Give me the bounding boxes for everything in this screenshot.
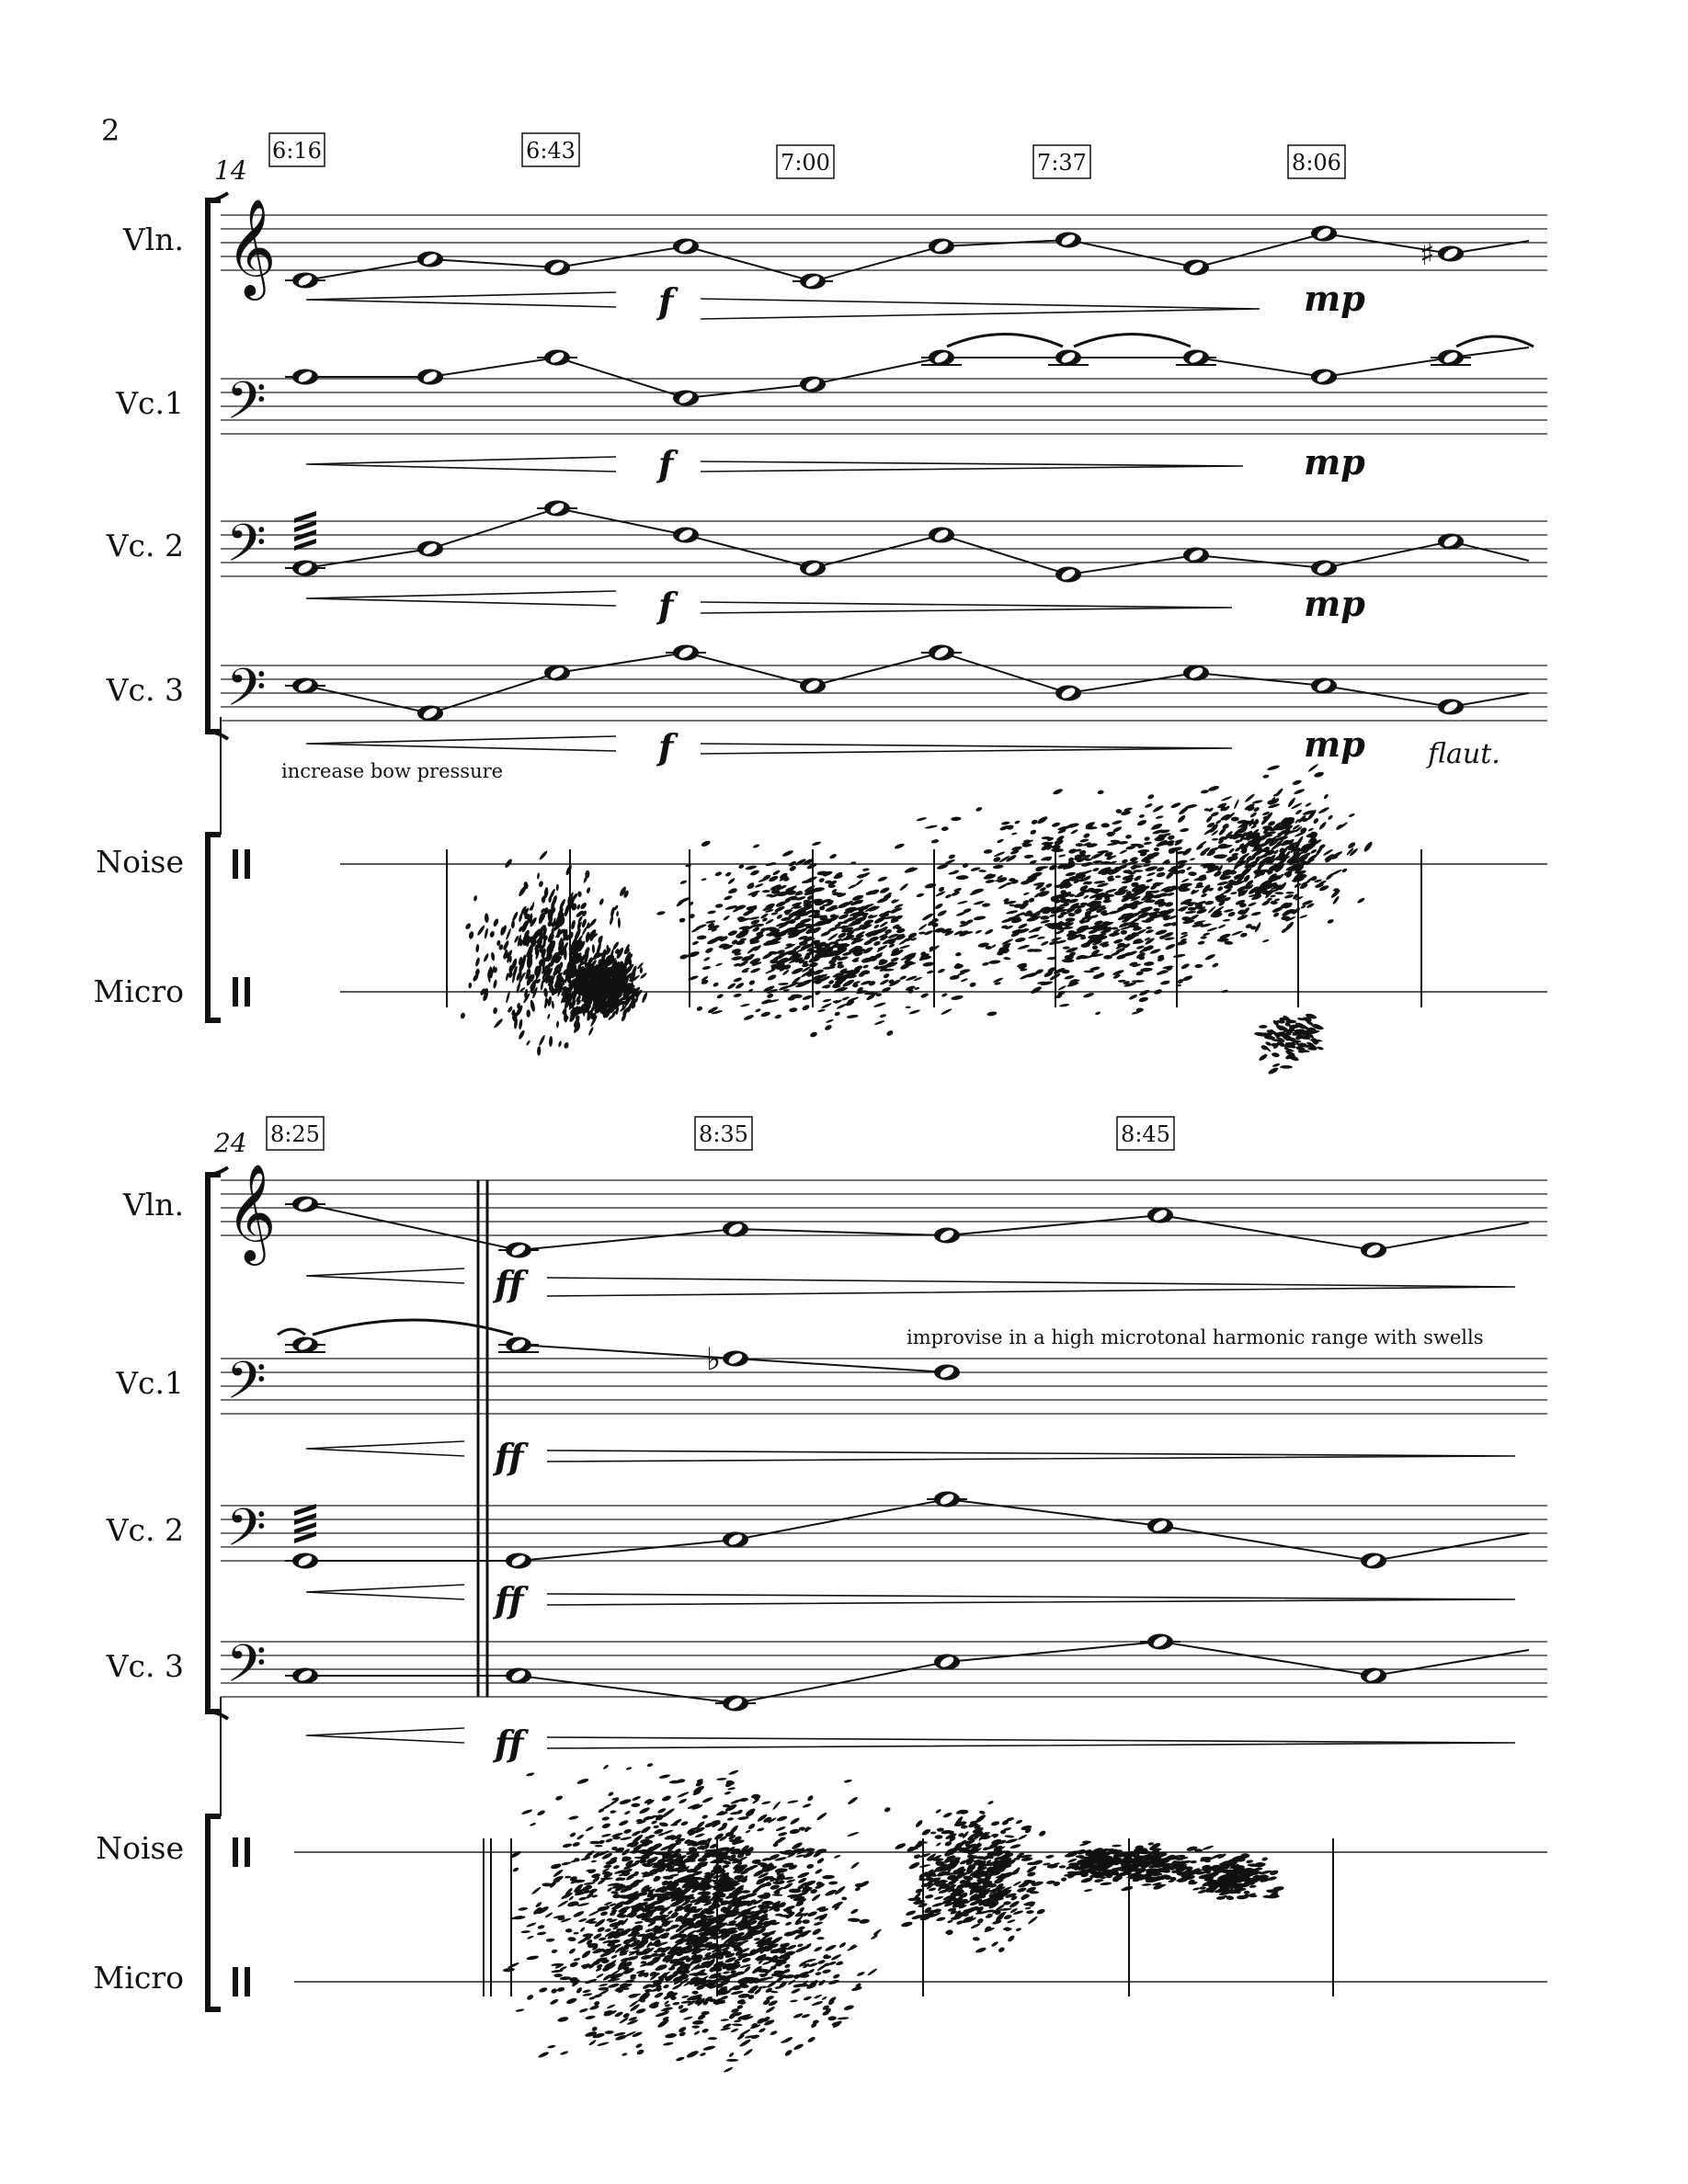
timestamp-box <box>695 1117 752 1150</box>
instrument-label: Vc. 3 <box>106 672 184 708</box>
instrument-label: Vc. 3 <box>106 1648 184 1684</box>
staff-cello-1 <box>221 1359 1547 1414</box>
staff-violin <box>221 1180 1547 1235</box>
timestamp-box <box>522 133 579 166</box>
timestamp-box <box>777 145 834 178</box>
staff-cello-2 <box>221 1506 1547 1561</box>
performance-instruction: increase bow pressure <box>281 760 504 782</box>
page-number: 2 <box>101 113 120 148</box>
pitch-contour <box>305 653 1529 713</box>
percussion-clef-icon <box>233 1837 250 1867</box>
noise-texture-cloud <box>503 1763 1284 2074</box>
note-violin <box>285 1197 1386 1258</box>
pitch-contour <box>305 1204 1529 1250</box>
svg-text:7:37: 7:37 <box>1037 150 1087 176</box>
dynamic-marking: ff <box>495 1579 524 1621</box>
instrument-label: Vc. 2 <box>106 528 184 563</box>
tremolo-icon <box>294 1504 316 1543</box>
pitch-contour <box>305 233 1529 281</box>
percussion-clef-icon <box>233 849 250 879</box>
bass-clef-icon: 𝄢 <box>226 658 267 731</box>
system-1 <box>94 133 1547 1075</box>
dynamic-marking: mp <box>1304 723 1365 765</box>
svg-text:7:00: 7:00 <box>781 150 830 176</box>
svg-text:6:16: 6:16 <box>272 138 322 164</box>
flat-icon: ♭ <box>706 1341 722 1378</box>
system-bracket <box>208 1175 221 1712</box>
svg-text:8:45: 8:45 <box>1121 1121 1170 1147</box>
bass-clef-icon: 𝄢 <box>226 1498 267 1571</box>
dynamic-marking: ff <box>495 1436 524 1477</box>
timestamp-box <box>1033 145 1090 178</box>
dynamic-marking: f <box>658 585 674 626</box>
percussion-clef-icon <box>233 1967 250 1996</box>
timestamp-box <box>269 133 325 166</box>
note-cello-2 <box>285 501 1464 583</box>
dynamic-marking: mp <box>1304 583 1365 624</box>
system-bracket <box>208 200 221 732</box>
pitch-contour <box>305 1642 1529 1703</box>
instrument-label: Vc. 2 <box>106 1512 184 1548</box>
instrument-label: Vc.1 <box>116 385 184 421</box>
performance-instruction: improvise in a high microtonal harmonic range with swells <box>907 1326 1484 1348</box>
note-violin <box>285 226 1464 290</box>
dynamic-marking: mp <box>1304 278 1365 319</box>
decrescendo-hairpin <box>701 299 1260 754</box>
measure-number: 14 <box>214 155 247 186</box>
svg-text:8:25: 8:25 <box>270 1121 320 1147</box>
pitch-contour <box>305 508 1529 574</box>
dynamic-marking: f <box>658 443 674 484</box>
measure-number: 24 <box>214 1128 247 1158</box>
bass-clef-icon: 𝄢 <box>226 1634 267 1707</box>
pitch-contour <box>305 347 1529 398</box>
tie <box>947 335 1534 347</box>
sharp-icon: ♯ <box>1420 236 1435 273</box>
instrument-label: Vc.1 <box>116 1365 184 1401</box>
dynamic-marking: f <box>658 280 674 322</box>
timestamp-box <box>1117 1117 1174 1150</box>
bass-clef-icon: 𝄢 <box>226 514 267 586</box>
staff-cello-3 <box>221 1642 1547 1697</box>
performance-instruction: flaut. <box>1428 738 1500 770</box>
treble-clef-icon: 𝄞 <box>226 1163 277 1261</box>
timestamp-box <box>267 1117 324 1150</box>
treble-clef-icon: 𝄞 <box>226 198 277 296</box>
dynamic-marking: f <box>658 726 674 768</box>
note-cello-2 <box>285 1492 1386 1569</box>
instrument-label: Vln. <box>122 222 184 257</box>
double-barline <box>478 1180 487 1697</box>
percussion-clef-icon <box>233 977 250 1007</box>
dynamic-marking: ff <box>495 1263 524 1304</box>
note-cello-1 <box>285 350 1471 406</box>
timestamp-box <box>1288 145 1345 178</box>
tremolo-icon <box>294 511 316 551</box>
system-2 <box>94 1117 1547 2073</box>
note-cello-3 <box>285 645 1464 722</box>
dynamic-marking: ff <box>495 1723 524 1764</box>
instrument-label: Micro <box>93 973 184 1009</box>
staff-cello-1 <box>221 379 1547 434</box>
svg-text:8:06: 8:06 <box>1292 150 1341 176</box>
electronics-bracket <box>208 835 221 1020</box>
electronics-bracket <box>208 1816 221 2009</box>
instrument-label: Noise <box>96 1830 184 1866</box>
svg-text:6:43: 6:43 <box>526 138 576 164</box>
noise-texture-cloud <box>460 763 1374 1075</box>
note-cello-3 <box>285 1634 1386 1712</box>
bass-clef-icon: 𝄢 <box>226 371 267 444</box>
instrument-label: Vln. <box>122 1187 184 1223</box>
instrument-label: Micro <box>93 1960 184 1996</box>
dynamic-marking: mp <box>1304 441 1365 483</box>
pitch-contour <box>305 1499 1529 1561</box>
bass-clef-icon: 𝄢 <box>226 1351 267 1424</box>
instrument-label: Noise <box>96 844 184 880</box>
svg-text:8:35: 8:35 <box>699 1121 748 1147</box>
